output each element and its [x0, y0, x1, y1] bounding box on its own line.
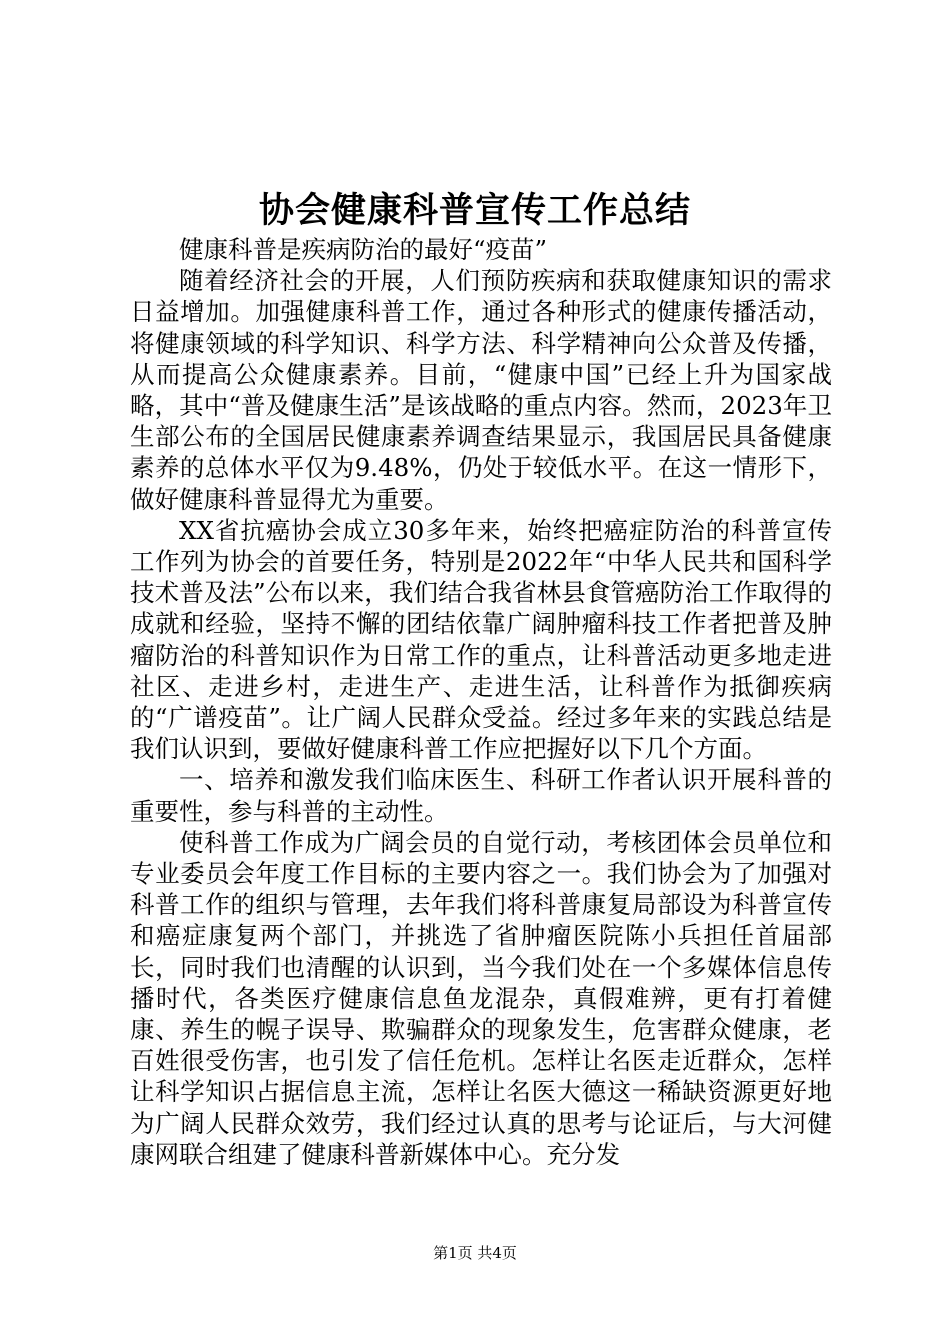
paragraph-subtitle: 健康科普是疾病防治的最好“疫苗” — [179, 235, 548, 264]
document-body — [130, 234, 832, 1170]
paragraph-background: 随着经济社会的开展，人们预防疾病和获取健康知识的需求日益增加。加强健康科普工作，通过各种形式的健康传播活动，将健康领域的科学知识、科学方法、科学精神向公众普及传播，从而提高公众健康素养。目前，“健康中国”已经上升为国家战略，其中“普及健康生活”是该战略的重点内容。然而，2023年卫生部公布的全国居民健康素养调查结果显示，我国居民具备健康素养的总体水平仅为9.48%，仍处于较低水平。在这一情形下，做好健康科普显得尤为重要。 — [130, 266, 832, 514]
paragraph-association: XX省抗癌协会成立30多年来，始终把癌症防治的科普宣传工作列为协会的首要任务，特别是2022年“中华人民共和国科学技术普及法”公布以来，我们结合我省林县食管癌防治工作取得的成就和经验，坚持不懈的团结依靠广阔肿瘤科技工作者把普及肿瘤防治的科普知识作为日常工作的重点，让科普活动更多地走进社区、走进乡村，走进生产、走进生活，让科普作为抵御疾病的“广谱疫苗”。让广阔人民群众受益。经过多年来的实践总结是我们认识到，要做好健康科普工作应把握好以下几个方面。 — [130, 515, 832, 764]
paragraph-section-one-heading: 一、培养和激发我们临床医生、科研工作者认识开展科普的重要性，参与科普的主动性。 — [130, 765, 832, 826]
page-footer: 第1页 共4页 — [433, 1244, 517, 1262]
paragraph-section-one-body: 使科普工作成为广阔会员的自觉行动，考核团体会员单位和专业委员会年度工作目标的主要内容之一。我们协会为了加强对科普工作的组织与管理，去年我们将科普康复局部设为科普宣传和癌症康复两个部门，并挑选了省肿瘤医院陈小兵担任首届部长，同时我们也清醒的认识到，当今我们处在一个多媒体信息传播时代，各类医疗健康信息鱼龙混杂，真假难辨，更有打着健康、养生的幌子误导、欺骗群众的现象发生，危害群众健康，老百姓很受伤害，也引发了信任危机。怎样让名医走近群众，怎样让科学知识占据信息主流，怎样让名医大德这一稀缺资源更好地为广阔人民群众效劳，我们经过认真的思考与论证后，与大河健康网联合组建了健康科普新媒体中心。充分发 — [130, 827, 832, 1169]
document-title: 协会健康科普宣传工作总结 — [258, 191, 691, 231]
